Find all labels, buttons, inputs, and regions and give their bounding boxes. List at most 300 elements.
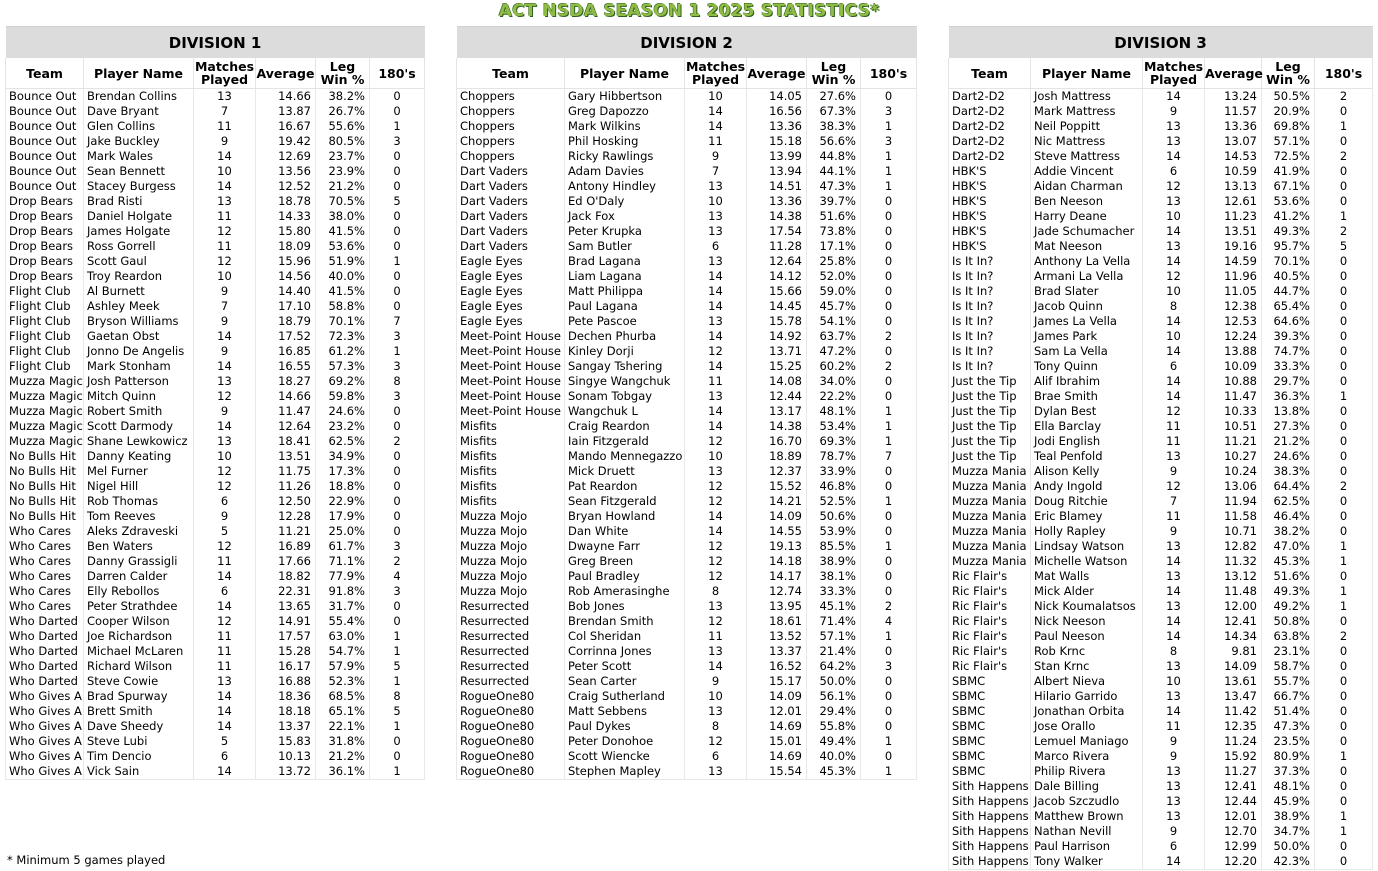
180s-cell: 2 xyxy=(1315,224,1373,239)
table-row xyxy=(949,344,1373,359)
table-row xyxy=(457,164,917,179)
table-row xyxy=(457,314,917,329)
player-name-cell: Craig Reardon xyxy=(565,419,685,434)
table-row xyxy=(949,224,1373,239)
180s-cell: 0 xyxy=(861,254,917,269)
matches-cell: 12 xyxy=(685,734,747,749)
leg-win-cell: 18.8% xyxy=(316,479,370,494)
team-cell: Choppers xyxy=(457,89,565,105)
180s-cell: 1 xyxy=(370,119,425,134)
average-cell: 10.27 xyxy=(1205,449,1262,464)
team-cell: Who Gives A xyxy=(6,734,84,749)
180s-cell: 0 xyxy=(1315,329,1373,344)
table-row xyxy=(6,719,425,734)
leg-win-cell: 71.4% xyxy=(807,614,861,629)
180s-cell: 0 xyxy=(861,269,917,284)
player-name-cell: Mick Druett xyxy=(565,464,685,479)
table-row xyxy=(457,299,917,314)
player-name-cell: Teal Penfold xyxy=(1031,449,1143,464)
player-name-cell: Lemuel Maniago xyxy=(1031,734,1143,749)
matches-cell: 11 xyxy=(194,659,256,674)
leg-win-cell: 63.0% xyxy=(316,629,370,644)
180s-cell: 1 xyxy=(861,404,917,419)
division-1-panel xyxy=(5,26,425,780)
team-cell: Is It In? xyxy=(949,254,1031,269)
average-cell: 14.66 xyxy=(256,389,316,404)
180s-cell: 0 xyxy=(370,89,425,105)
matches-cell: 14 xyxy=(194,419,256,434)
team-cell: Bounce Out xyxy=(6,119,84,134)
table-row xyxy=(949,734,1373,749)
leg-win-cell: 17.9% xyxy=(316,509,370,524)
average-cell: 18.89 xyxy=(747,449,807,464)
180s-cell: 0 xyxy=(1315,524,1373,539)
leg-win-cell: 40.5% xyxy=(1262,269,1315,284)
180s-cell: 5 xyxy=(1315,239,1373,254)
team-cell: Just the Tip xyxy=(949,389,1031,404)
player-name-cell: Josh Patterson xyxy=(84,374,194,389)
matches-cell: 6 xyxy=(194,584,256,599)
table-row xyxy=(949,524,1373,539)
team-cell: Resurrected xyxy=(457,674,565,689)
team-cell: Flight Club xyxy=(6,284,84,299)
180s-cell: 8 xyxy=(370,374,425,389)
team-cell: RogueOne80 xyxy=(457,719,565,734)
table-row xyxy=(457,269,917,284)
player-name-cell: Dylan Best xyxy=(1031,404,1143,419)
table-row xyxy=(949,689,1373,704)
table-row xyxy=(949,704,1373,719)
180s-cell: 1 xyxy=(1315,749,1373,764)
180s-cell: 1 xyxy=(861,734,917,749)
180s-cell: 1 xyxy=(370,629,425,644)
leg-win-cell: 50.5% xyxy=(1262,89,1315,105)
matches-cell: 12 xyxy=(685,554,747,569)
team-cell: Choppers xyxy=(457,149,565,164)
leg-win-cell: 57.1% xyxy=(1262,134,1315,149)
table-row xyxy=(457,389,917,404)
player-name-cell: Bryson Williams xyxy=(84,314,194,329)
matches-cell: 14 xyxy=(685,119,747,134)
180s-cell: 7 xyxy=(370,314,425,329)
player-name-cell: Mat Walls xyxy=(1031,569,1143,584)
table-row xyxy=(949,254,1373,269)
average-cell: 13.87 xyxy=(256,104,316,119)
leg-win-cell: 33.9% xyxy=(807,464,861,479)
col-header-180s: 180's xyxy=(1315,58,1373,89)
average-cell: 10.88 xyxy=(1205,374,1262,389)
average-cell: 12.64 xyxy=(747,254,807,269)
team-cell: Ric Flair's xyxy=(949,644,1031,659)
leg-win-cell: 23.1% xyxy=(1262,644,1315,659)
matches-cell: 14 xyxy=(194,704,256,719)
180s-cell: 3 xyxy=(861,134,917,149)
player-name-cell: Paul Dykes xyxy=(565,719,685,734)
average-cell: 15.25 xyxy=(747,359,807,374)
col-header-team: Team xyxy=(457,58,565,89)
team-cell: Ric Flair's xyxy=(949,629,1031,644)
average-cell: 14.18 xyxy=(747,554,807,569)
average-cell: 13.52 xyxy=(747,629,807,644)
team-cell: Meet-Point House xyxy=(457,329,565,344)
matches-cell: 9 xyxy=(1143,104,1205,119)
leg-win-cell: 70.5% xyxy=(316,194,370,209)
player-name-cell: Nick Neeson xyxy=(1031,614,1143,629)
team-cell: Muzza Mania xyxy=(949,494,1031,509)
leg-win-cell: 47.0% xyxy=(1262,539,1315,554)
average-cell: 18.79 xyxy=(256,314,316,329)
180s-cell: 8 xyxy=(370,689,425,704)
average-cell: 13.47 xyxy=(1205,689,1262,704)
average-cell: 15.92 xyxy=(1205,749,1262,764)
table-row xyxy=(457,734,917,749)
average-cell: 14.38 xyxy=(747,419,807,434)
matches-cell: 14 xyxy=(1143,629,1205,644)
player-name-cell: Nic Mattress xyxy=(1031,134,1143,149)
team-cell: Dart2-D2 xyxy=(949,89,1031,105)
matches-cell: 14 xyxy=(685,269,747,284)
team-cell: HBK'S xyxy=(949,239,1031,254)
player-name-cell: Armani La Vella xyxy=(1031,269,1143,284)
180s-cell: 0 xyxy=(1315,194,1373,209)
leg-win-cell: 36.1% xyxy=(316,764,370,780)
180s-cell: 0 xyxy=(1315,794,1373,809)
team-cell: Muzza Magic xyxy=(6,374,84,389)
average-cell: 15.96 xyxy=(256,254,316,269)
team-cell: Dart Vaders xyxy=(457,164,565,179)
table-row xyxy=(6,89,425,105)
team-cell: Bounce Out xyxy=(6,104,84,119)
team-cell: Who Darted xyxy=(6,644,84,659)
table-row xyxy=(6,164,425,179)
table-row xyxy=(949,389,1373,404)
matches-cell: 12 xyxy=(194,614,256,629)
table-row xyxy=(457,764,917,780)
player-name-cell: Danny Keating xyxy=(84,449,194,464)
table-row xyxy=(6,119,425,134)
leg-win-cell: 45.9% xyxy=(1262,794,1315,809)
leg-win-cell: 41.9% xyxy=(1262,164,1315,179)
matches-cell: 13 xyxy=(1143,779,1205,794)
team-cell: Meet-Point House xyxy=(457,404,565,419)
team-cell: Misfits xyxy=(457,434,565,449)
leg-win-cell: 95.7% xyxy=(1262,239,1315,254)
leg-win-cell: 53.9% xyxy=(807,524,861,539)
player-name-cell: Scott Gaul xyxy=(84,254,194,269)
team-cell: Is It In? xyxy=(949,299,1031,314)
leg-win-cell: 23.2% xyxy=(316,419,370,434)
matches-cell: 12 xyxy=(685,539,747,554)
180s-cell: 0 xyxy=(861,299,917,314)
leg-win-cell: 46.8% xyxy=(807,479,861,494)
table-row xyxy=(949,509,1373,524)
team-cell: Muzza Mojo xyxy=(457,554,565,569)
player-name-cell: Addie Vincent xyxy=(1031,164,1143,179)
leg-win-cell: 49.4% xyxy=(807,734,861,749)
team-cell: Bounce Out xyxy=(6,134,84,149)
180s-cell: 0 xyxy=(861,584,917,599)
table-row xyxy=(6,509,425,524)
table-row xyxy=(457,599,917,614)
table-row xyxy=(457,494,917,509)
team-cell: Choppers xyxy=(457,134,565,149)
player-name-cell: Mick Alder xyxy=(1031,584,1143,599)
leg-win-cell: 31.8% xyxy=(316,734,370,749)
team-cell: Resurrected xyxy=(457,629,565,644)
average-cell: 11.28 xyxy=(747,239,807,254)
col-header-matches: Matches Played xyxy=(685,59,746,87)
col-header-player: Player Name xyxy=(84,58,194,89)
average-cell: 11.47 xyxy=(256,404,316,419)
col-header-average: Average xyxy=(747,58,807,89)
footnote: * Minimum 5 games played xyxy=(7,853,166,867)
average-cell: 17.52 xyxy=(256,329,316,344)
180s-cell: 0 xyxy=(861,374,917,389)
average-cell: 16.56 xyxy=(747,104,807,119)
leg-win-cell: 64.6% xyxy=(1262,314,1315,329)
team-cell: Misfits xyxy=(457,479,565,494)
table-row xyxy=(6,284,425,299)
team-cell: Drop Bears xyxy=(6,254,84,269)
average-cell: 15.66 xyxy=(747,284,807,299)
player-name-cell: Alison Kelly xyxy=(1031,464,1143,479)
team-cell: SBMC xyxy=(949,764,1031,779)
leg-win-cell: 31.7% xyxy=(316,599,370,614)
table-row xyxy=(949,479,1373,494)
180s-cell: 1 xyxy=(1315,539,1373,554)
player-name-cell: Adam Davies xyxy=(565,164,685,179)
player-name-cell: Brae Smith xyxy=(1031,389,1143,404)
player-name-cell: Mark Mattress xyxy=(1031,104,1143,119)
180s-cell: 0 xyxy=(1315,404,1373,419)
player-name-cell: Ricky Rawlings xyxy=(565,149,685,164)
team-cell: Flight Club xyxy=(6,314,84,329)
player-name-cell: James Park xyxy=(1031,329,1143,344)
leg-win-cell: 53.6% xyxy=(316,239,370,254)
table-row xyxy=(6,134,425,149)
180s-cell: 0 xyxy=(861,239,917,254)
matches-cell: 13 xyxy=(685,254,747,269)
player-name-cell: Liam Lagana xyxy=(565,269,685,284)
leg-win-cell: 57.1% xyxy=(807,629,861,644)
player-name-cell: Cooper Wilson xyxy=(84,614,194,629)
player-name-cell: Ed O'Daly xyxy=(565,194,685,209)
player-name-cell: Jonno De Angelis xyxy=(84,344,194,359)
table-row xyxy=(949,839,1373,854)
team-cell: Sith Happens xyxy=(949,779,1031,794)
180s-cell: 0 xyxy=(370,284,425,299)
player-name-cell: Ben Neeson xyxy=(1031,194,1143,209)
player-name-cell: Daniel Holgate xyxy=(84,209,194,224)
matches-cell: 11 xyxy=(1143,509,1205,524)
matches-cell: 6 xyxy=(1143,359,1205,374)
180s-cell: 3 xyxy=(370,134,425,149)
180s-cell: 0 xyxy=(861,464,917,479)
division-3-table xyxy=(948,26,1373,870)
table-row xyxy=(949,434,1373,449)
leg-win-cell: 20.9% xyxy=(1262,104,1315,119)
leg-win-cell: 56.1% xyxy=(807,689,861,704)
player-name-cell: Aidan Charman xyxy=(1031,179,1143,194)
matches-cell: 9 xyxy=(1143,734,1205,749)
180s-cell: 0 xyxy=(1315,464,1373,479)
table-row xyxy=(6,419,425,434)
leg-win-cell: 48.1% xyxy=(1262,779,1315,794)
leg-win-cell: 70.1% xyxy=(316,314,370,329)
player-name-cell: Gary Hibbertson xyxy=(565,89,685,105)
division-title: DIVISION 3 xyxy=(949,27,1373,59)
player-name-cell: Sean Fitzgerald xyxy=(565,494,685,509)
180s-cell: 0 xyxy=(1315,689,1373,704)
matches-cell: 10 xyxy=(685,89,747,105)
leg-win-cell: 44.1% xyxy=(807,164,861,179)
table-row xyxy=(949,269,1373,284)
180s-cell: 0 xyxy=(861,479,917,494)
average-cell: 14.34 xyxy=(1205,629,1262,644)
leg-win-cell: 69.8% xyxy=(1262,119,1315,134)
leg-win-cell: 78.7% xyxy=(807,449,861,464)
leg-win-cell: 29.7% xyxy=(1262,374,1315,389)
leg-win-cell: 80.9% xyxy=(1262,749,1315,764)
player-name-cell: Brad Slater xyxy=(1031,284,1143,299)
average-cell: 14.21 xyxy=(747,494,807,509)
average-cell: 12.53 xyxy=(1205,314,1262,329)
team-cell: Ric Flair's xyxy=(949,659,1031,674)
player-name-cell: Ashley Meek xyxy=(84,299,194,314)
average-cell: 14.51 xyxy=(747,179,807,194)
team-cell: HBK'S xyxy=(949,164,1031,179)
matches-cell: 14 xyxy=(1143,614,1205,629)
player-name-cell: Scott Darmody xyxy=(84,419,194,434)
average-cell: 14.12 xyxy=(747,269,807,284)
matches-cell: 11 xyxy=(194,629,256,644)
table-row xyxy=(457,479,917,494)
col-header-average: Average xyxy=(256,58,316,89)
table-row xyxy=(6,374,425,389)
average-cell: 19.13 xyxy=(747,539,807,554)
average-cell: 15.28 xyxy=(256,644,316,659)
matches-cell: 14 xyxy=(685,299,747,314)
leg-win-cell: 70.1% xyxy=(1262,254,1315,269)
180s-cell: 0 xyxy=(861,284,917,299)
matches-cell: 14 xyxy=(1143,314,1205,329)
average-cell: 13.06 xyxy=(1205,479,1262,494)
player-name-cell: Wangchuk L xyxy=(565,404,685,419)
average-cell: 12.64 xyxy=(256,419,316,434)
team-cell: Just the Tip xyxy=(949,419,1031,434)
180s-cell: 2 xyxy=(1315,149,1373,164)
table-row xyxy=(457,209,917,224)
table-row xyxy=(457,254,917,269)
matches-cell: 11 xyxy=(194,644,256,659)
player-name-cell: Peter Krupka xyxy=(565,224,685,239)
180s-cell: 0 xyxy=(861,674,917,689)
180s-cell: 0 xyxy=(861,194,917,209)
matches-cell: 10 xyxy=(194,164,256,179)
average-cell: 18.18 xyxy=(256,704,316,719)
player-name-cell: Albert Nieva xyxy=(1031,674,1143,689)
180s-cell: 5 xyxy=(370,659,425,674)
average-cell: 22.31 xyxy=(256,584,316,599)
col-header-180s: 180's xyxy=(370,58,425,89)
leg-win-cell: 77.9% xyxy=(316,569,370,584)
matches-cell: 13 xyxy=(1143,134,1205,149)
average-cell: 15.52 xyxy=(747,479,807,494)
average-cell: 11.58 xyxy=(1205,509,1262,524)
team-cell: Bounce Out xyxy=(6,164,84,179)
average-cell: 18.78 xyxy=(256,194,316,209)
team-cell: Eagle Eyes xyxy=(457,314,565,329)
player-name-cell: Peter Strathdee xyxy=(84,599,194,614)
player-name-cell: Josh Mattress xyxy=(1031,89,1143,105)
player-name-cell: Greg Dapozzo xyxy=(565,104,685,119)
table-row xyxy=(949,569,1373,584)
player-name-cell: Robert Smith xyxy=(84,404,194,419)
matches-cell: 14 xyxy=(194,764,256,780)
player-name-cell: Jonathan Orbita xyxy=(1031,704,1143,719)
matches-cell: 13 xyxy=(685,314,747,329)
division-3-panel xyxy=(948,26,1373,870)
matches-cell: 11 xyxy=(194,554,256,569)
matches-cell: 12 xyxy=(685,434,747,449)
180s-cell: 0 xyxy=(1315,164,1373,179)
leg-win-cell: 57.3% xyxy=(316,359,370,374)
average-cell: 12.20 xyxy=(1205,854,1262,870)
average-cell: 12.38 xyxy=(1205,299,1262,314)
table-row xyxy=(457,119,917,134)
leg-win-cell: 38.9% xyxy=(807,554,861,569)
team-cell: Meet-Point House xyxy=(457,344,565,359)
matches-cell: 10 xyxy=(685,449,747,464)
team-cell: RogueOne80 xyxy=(457,734,565,749)
180s-cell: 0 xyxy=(370,464,425,479)
team-cell: Meet-Point House xyxy=(457,374,565,389)
average-cell: 18.41 xyxy=(256,434,316,449)
player-name-cell: Mel Furner xyxy=(84,464,194,479)
average-cell: 17.57 xyxy=(256,629,316,644)
player-name-cell: Vick Sain xyxy=(84,764,194,780)
player-name-cell: Paul Neeson xyxy=(1031,629,1143,644)
leg-win-cell: 50.6% xyxy=(807,509,861,524)
table-row xyxy=(6,749,425,764)
leg-win-cell: 41.5% xyxy=(316,224,370,239)
matches-cell: 14 xyxy=(685,404,747,419)
team-cell: Eagle Eyes xyxy=(457,299,565,314)
matches-cell: 14 xyxy=(685,524,747,539)
leg-win-cell: 59.8% xyxy=(316,389,370,404)
180s-cell: 3 xyxy=(370,359,425,374)
player-name-cell: Gaetan Obst xyxy=(84,329,194,344)
leg-win-cell: 62.5% xyxy=(1262,494,1315,509)
matches-cell: 14 xyxy=(685,659,747,674)
player-name-cell: Stacey Burgess xyxy=(84,179,194,194)
leg-win-cell: 40.0% xyxy=(316,269,370,284)
matches-cell: 10 xyxy=(1143,329,1205,344)
player-name-cell: James Holgate xyxy=(84,224,194,239)
matches-cell: 13 xyxy=(194,374,256,389)
player-name-cell: Pete Pascoe xyxy=(565,314,685,329)
180s-cell: 0 xyxy=(861,719,917,734)
180s-cell: 0 xyxy=(370,404,425,419)
team-cell: Who Darted xyxy=(6,614,84,629)
team-cell: Ric Flair's xyxy=(949,614,1031,629)
180s-cell: 3 xyxy=(370,389,425,404)
180s-cell: 1 xyxy=(1315,389,1373,404)
180s-cell: 0 xyxy=(861,704,917,719)
180s-cell: 0 xyxy=(1315,644,1373,659)
table-row xyxy=(457,344,917,359)
180s-cell: 0 xyxy=(370,509,425,524)
